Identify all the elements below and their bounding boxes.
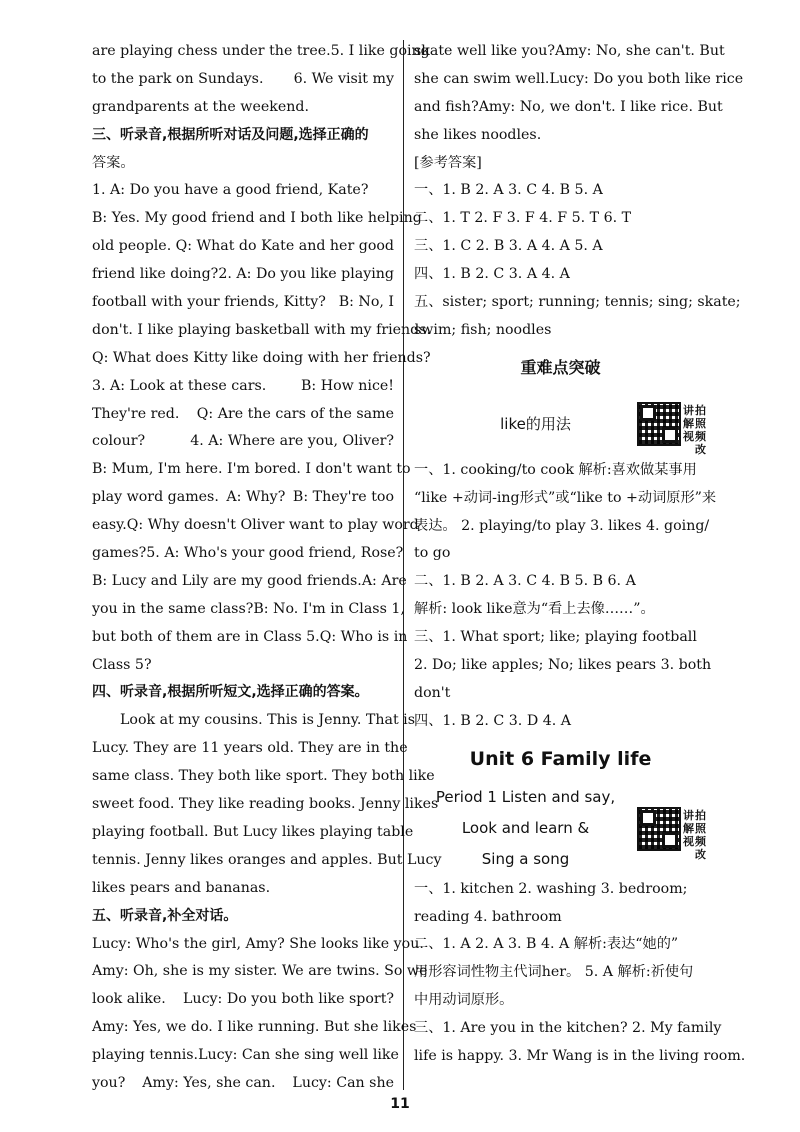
text-line: [414, 540, 707, 568]
text-line: [92, 596, 405, 624]
text-line: [414, 457, 707, 485]
text-segment: 四、1. B 2. C 3. A 4. A: [414, 266, 570, 283]
text-line: [92, 763, 435, 791]
text-segment: B: No, I: [338, 294, 394, 311]
text-segment: Lucy: Do you both like rice: [549, 70, 744, 87]
text-segment: playing football. But Lucy likes playing table: [92, 823, 414, 840]
text-line: [92, 345, 431, 373]
section-title: 重难点突破: [520, 357, 601, 377]
text-segment: 五、听录音,补全对话。: [92, 907, 238, 924]
text-segment: but both of them are in Class 5.: [92, 628, 320, 645]
text-segment: friend like doing?: [92, 266, 219, 283]
text-line: [92, 624, 408, 652]
text-line: [92, 484, 394, 512]
text-segment: old people.: [92, 238, 172, 255]
text-segment: 三、1. Are you in the kitchen? 2. My family: [414, 1020, 722, 1037]
text-line: [92, 931, 424, 959]
text-segment: Q: Who is in: [319, 628, 408, 645]
text-segment: she can swim well.: [414, 70, 550, 87]
text-segment: A: Why?: [226, 489, 286, 506]
text-segment: reading 4. bathroom: [414, 908, 562, 925]
text-segment: Lucy: Who's the girl, Amy? She looks like you.: [92, 935, 424, 952]
text-segment: 一、1. B 2. A 3. C 4. B 5. A: [414, 182, 603, 199]
text-line: [414, 177, 707, 205]
text-segment: 答案。: [92, 154, 135, 171]
text-line: [414, 485, 717, 513]
text-segment: and fish?: [414, 98, 479, 115]
text-segment: same class. They both like sport. They both like: [92, 768, 435, 785]
answer-block-top: [414, 38, 744, 345]
text-segment: 中用动词原形。: [414, 992, 514, 1009]
text-line: [414, 1043, 746, 1071]
qr-code-block[interactable]: [637, 402, 707, 457]
text-line: [92, 568, 407, 596]
period-header: [414, 782, 707, 876]
text-segment: [参考答案]: [414, 154, 482, 171]
text-segment: Amy: Yes, she can.: [142, 1074, 276, 1091]
text-line: [92, 317, 432, 345]
text-line: [92, 233, 394, 261]
text-segment: 用形容词性物主代词her。 5. A 解析:祈使句: [414, 964, 694, 981]
text-line: [92, 1042, 399, 1070]
text-segment: Lucy: Can she sing well like: [198, 1047, 399, 1064]
text-line: [92, 540, 404, 568]
text-line: [92, 707, 415, 735]
text-segment: 表达。 2. playing/to play 3. likes 4. going/: [414, 517, 710, 534]
text-line: [92, 903, 394, 931]
text-segment: colour?: [92, 433, 146, 450]
text-segment: 1. A: Do you have a good friend, Kate?: [92, 182, 369, 199]
text-line: [92, 66, 394, 94]
text-line: [414, 959, 707, 987]
text-line: [414, 876, 707, 904]
text-line: [414, 596, 707, 624]
text-segment: 一、1. kitchen 2. washing 3. bedroom;: [414, 880, 688, 897]
text-segment: Q: What does Kitty like doing with her friends?: [92, 349, 431, 366]
qr-code-icon[interactable]: [637, 807, 681, 851]
text-segment: B: Mum, I'm here. I'm bored. I don't want to: [92, 461, 411, 478]
text-segment: games?: [92, 545, 147, 562]
text-segment: life is happy. 3. Mr Wang is in the living room.: [414, 1048, 746, 1065]
text-segment: to go: [414, 545, 451, 562]
text-line: [92, 875, 394, 903]
subsection-title: like的用法: [500, 415, 571, 434]
text-segment: B: Yes. My good friend and I both like helping: [92, 210, 422, 227]
text-segment: “like +动词-ing形式”或“like to +动词原形”来: [414, 489, 717, 506]
text-line: [92, 456, 411, 484]
text-line: [414, 987, 707, 1015]
text-line: [414, 66, 744, 94]
text-line: [92, 177, 394, 205]
text-segment: look alike.: [92, 991, 166, 1008]
text-segment: grandparents at the weekend.: [92, 98, 309, 115]
text-segment: play word games.: [92, 489, 219, 506]
page-number: 11: [390, 1096, 410, 1112]
text-segment: B: Lucy and Lily are my good friends.: [92, 572, 362, 589]
text-line: [92, 205, 422, 233]
text-line: [414, 680, 707, 708]
text-segment: Lucy. They are 11 years old. They are in the: [92, 740, 408, 757]
text-line: [92, 122, 394, 150]
text-segment: easy.: [92, 517, 127, 534]
text-segment: 四、听录音,根据所听短文,选择正确的答案。: [92, 684, 369, 701]
text-segment: A: Are: [361, 572, 407, 589]
text-line: [92, 94, 394, 122]
text-segment: tennis. Jenny likes oranges and apples. But Lucy: [92, 851, 442, 868]
text-segment: Amy: No, we don't. I like rice. But: [478, 98, 723, 115]
answer-block-like: [414, 457, 717, 736]
text-segment: 6. We visit my: [293, 70, 394, 87]
text-segment: 一、1. cooking/to cook 解析:喜欢做某事用: [414, 461, 697, 478]
text-segment: Q: Why doesn't Oliver want to play word: [126, 517, 419, 534]
text-line: [92, 261, 394, 289]
text-segment: 三、1. C 2. B 3. A 4. A 5. A: [414, 238, 603, 255]
text-segment: skate well like you?: [414, 43, 555, 59]
text-line: [414, 652, 712, 680]
right-column: [414, 38, 746, 1071]
text-line: [92, 679, 394, 707]
text-segment: you?: [92, 1074, 126, 1091]
text-line: [414, 904, 707, 932]
qr-label: 讲 解 视 拍 照 频改: [683, 404, 706, 457]
text-line: [414, 150, 707, 178]
text-segment: B: No. I'm in Class 1,: [253, 600, 405, 617]
text-line: [414, 624, 707, 652]
text-line: [414, 94, 723, 122]
text-line: [414, 317, 707, 345]
text-segment: Q: Are the cars of the same: [196, 405, 394, 422]
text-line: [414, 261, 707, 289]
text-segment: 五、sister; sport; running; tennis; sing; skate;: [414, 294, 741, 311]
text-segment: Q: What do Kate and her good: [175, 238, 394, 255]
text-line: [414, 205, 707, 233]
text-line: [92, 819, 414, 847]
text-segment: Lucy: Do you both like sport?: [183, 991, 394, 1008]
text-line: [92, 791, 439, 819]
text-segment: 四、1. B 2. C 3. D 4. A: [414, 712, 571, 729]
text-segment: she likes noodles.: [414, 126, 542, 143]
text-line: [414, 708, 707, 736]
text-segment: don't. I like playing basketball with my friends.: [92, 321, 432, 338]
text-line: [92, 512, 419, 540]
text-line: [414, 568, 707, 596]
text-segment: Amy: No, she can't. But: [554, 43, 725, 59]
text-line: [92, 38, 430, 66]
text-segment: 3. A: Look at these cars.: [92, 377, 267, 394]
text-segment: don't: [414, 684, 451, 701]
text-line: [414, 289, 741, 317]
text-line: [92, 1014, 417, 1042]
text-segment: to the park on Sundays.: [92, 70, 264, 87]
text-segment: Look at my cousins. This is Jenny. That is: [120, 712, 415, 729]
text-segment: B: How nice!: [300, 377, 394, 394]
text-segment: They're red.: [92, 405, 180, 422]
text-line: [92, 652, 394, 680]
text-segment: 二、1. B 2. A 3. C 4. B 5. B 6. A: [414, 573, 636, 590]
qr-code-icon[interactable]: [637, 402, 681, 446]
text-line: [92, 735, 408, 763]
period-title: Period 1 Listen and say, Look and learn & Sing a song: [435, 788, 616, 869]
qr-code-block-2[interactable]: [637, 807, 707, 862]
text-segment: Lucy: Can she: [292, 1074, 394, 1091]
text-line: [414, 513, 710, 541]
text-line: [92, 1070, 394, 1098]
text-segment: 二、1. A 2. A 3. B 4. A 解析:表达“她的”: [414, 936, 679, 953]
text-segment: 5. I like going: [330, 43, 430, 59]
text-segment: Class 5?: [92, 656, 152, 673]
text-line: [414, 233, 707, 261]
text-line: [414, 122, 707, 150]
text-segment: Amy: Oh, she is my sister. We are twins. So we: [92, 963, 428, 980]
text-line: [92, 289, 394, 317]
text-segment: 2. A: Do you like playing: [218, 266, 394, 283]
text-segment: 解析: look like意为“看上去像……”。: [414, 601, 655, 618]
text-segment: likes pears and bananas.: [92, 879, 271, 896]
unit-title: Unit 6 Family life: [469, 747, 652, 770]
text-segment: 三、1. What sport; like; playing football: [414, 629, 697, 646]
text-segment: you in the same class?: [92, 600, 254, 617]
text-segment: 4. A: Where are you, Oliver?: [190, 433, 394, 450]
text-line: [92, 373, 394, 401]
text-line: [92, 428, 394, 456]
text-line: [414, 931, 707, 959]
text-segment: swim; fish; noodles: [414, 321, 552, 338]
text-segment: sweet food. They like reading books. Jenny likes: [92, 796, 439, 813]
text-segment: football with your friends, Kitty?: [92, 294, 326, 311]
qr-label: 讲 解 视 拍 照 频改: [683, 809, 706, 862]
like-usage-header: [414, 391, 707, 457]
answer-block-unit6: [414, 876, 746, 1071]
text-segment: 2. Do; like apples; No; likes pears 3. both: [414, 657, 712, 674]
text-line: [414, 1015, 722, 1043]
text-line: [92, 986, 394, 1014]
text-segment: are playing chess under the tree.: [92, 43, 331, 59]
text-line: [92, 150, 394, 178]
text-line: [414, 38, 725, 66]
text-segment: 三、听录音,根据所听对话及问题,选择正确的: [92, 126, 369, 143]
text-segment: 5. A: Who's your good friend, Rose?: [146, 545, 404, 562]
text-segment: 二、1. T 2. F 3. F 4. F 5. T 6. T: [414, 210, 632, 227]
text-line: [92, 958, 428, 986]
text-segment: Amy: Yes, we do. I like running. But she likes: [92, 1019, 417, 1036]
text-line: [92, 847, 442, 875]
text-segment: B: They're too: [292, 489, 394, 506]
text-line: [92, 401, 394, 429]
text-segment: playing tennis.: [92, 1047, 199, 1064]
